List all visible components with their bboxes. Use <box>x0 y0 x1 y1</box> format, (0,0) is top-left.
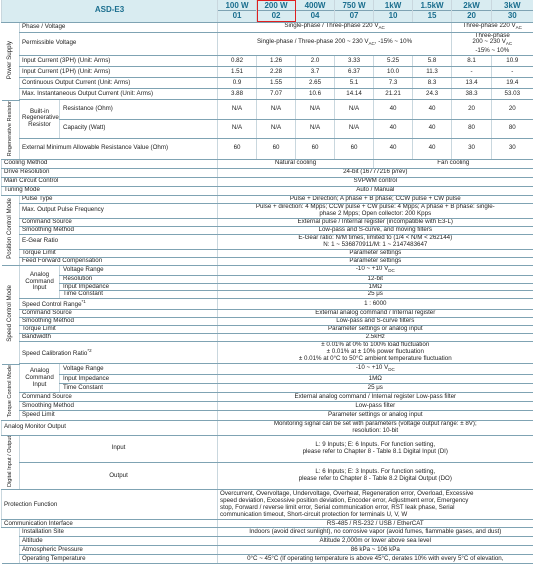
row-communication: Communication Interface RS-485 / RS-232 / USB / EtherCAT <box>2 520 533 528</box>
row-speed-smoothing: Smoothing Method Low-pass and S-curve filters <box>2 318 533 326</box>
row-protection: Protection Function Overcurrent, Overvoltage, Undervoltage, Overheat, Regeneration error, Overload, Excessive speed deviation, Excessive position deviation, Encoder error, Adjustment error, Emergency stop, Forward / reverse limit error, Serial communication error, RST leak phase, Serial communication timeout, Short-circuit protection for terminals U, V, W <box>2 490 533 520</box>
model-col-15: 1.5kW 15 <box>413 0 452 22</box>
row-analog-monitor: Analog Monitor Output Monitoring signal can be set with parameters (voltage output range: ± 8V); resolution: 10-bit <box>2 420 533 435</box>
category-environment <box>2 528 20 564</box>
row-cooling: Cooling Method Natural cooling Fan cooling <box>2 159 533 168</box>
row-torque-command-source: Command Source External analog command / Internal register Low-pass filter <box>2 393 533 402</box>
row-position-command-source: Command Source External pulse / Internal register (incompatible with E3-L) <box>2 218 533 226</box>
row-speed-calibration: Speed Calibration Ratio$^{*2}$ ± 0.01% at 0% to 100% load fluctuation ± 0.01% at ± 10% power fluctuation ± 0.01% at 0°C to 50°C ambient temperature fluctuation <box>2 342 533 364</box>
category-torque-control-mode: Torque Control Mode <box>2 364 20 420</box>
row-speed-range: Speed Control Range$^{*1}$ 1 : 6000 <box>2 299 533 310</box>
row-torque-impedance: Input Impedance 1MΩ <box>2 375 533 384</box>
row-torque-voltage-range: Torque Control Mode Analog Command Input Voltage Range -10 ~ +10 $V_{DC}$ <box>2 364 533 375</box>
row-position-smoothing: Smoothing Method Low-pass and S-curve, and moving filters <box>2 226 533 234</box>
row-digital-output: Output L: 6 Inputs; E: 3 Inputs. For function setting, please refer to Chapter 8 - Table 8.2 Digital Output (DO) <box>2 463 533 490</box>
row-operating-temperature: Operating Temperature 0°C ~ 45°C (If operating temperature is above 45°C, derates 10% with every 5°C of elevation, <box>2 555 533 564</box>
row-continuous-current: Continuous Output Current (Unit: Arms) 0.9 1.55 2.65 5.1 7.3 8.3 13.4 19.4 <box>2 78 533 89</box>
row-speed-resolution: Resolution 12-bit <box>2 275 533 283</box>
row-max-instant-current: Max. Instantaneous Output Current (Unit: Arms) 3.88 7.07 10.6 14.14 21.21 24.3 38.3 53.03 <box>2 89 533 100</box>
row-pressure: Atmospheric Pressure 86 kPa ~ 106 kPa <box>2 546 533 555</box>
row-speed-torque-limit: Torque Limit Parameter settings or analog input <box>2 326 533 334</box>
row-regen-resistance: Regenerative Resistor Built-in Regenerative Resistor Resistance (Ohm) N/A N/A N/A N/A 40 40 20 20 <box>2 100 533 119</box>
row-input-1ph: Input Current (1PH) (Unit: Arms) 1.51 2.28 3.7 6.37 10.0 11.3 - - <box>2 67 533 78</box>
row-tuning-mode: Tuning Mode Auto / Manual <box>2 186 533 195</box>
row-speed-voltage-range: Speed Control Mode Analog Command Input Voltage Range -10 ~ +10 $V_{DC}$ <box>2 265 533 275</box>
row-input-3ph: Input Current (3PH) (Unit: Arms) 0.82 1.26 2.0 3.33 5.25 5.8 8.1 10.9 <box>2 56 533 67</box>
row-bandwidth: Bandwidth 2.5kHz <box>2 334 533 342</box>
category-power-supply: Power Supply <box>2 22 20 100</box>
model-col-07: 750 W 07 <box>335 0 374 22</box>
category-digital-io: Digital Input / Output <box>2 435 20 490</box>
row-installation: Installation Site Indoors (avoid direct sunlight), no corrosive vapor (avoid fumes, flammable gases, and dust) <box>2 528 533 537</box>
model-name: ASD-E3 <box>2 0 218 22</box>
row-position-torque-limit: Torque Limit Parameter settings <box>2 249 533 257</box>
row-main-circuit: Main Circuit Control SVPWM control <box>2 177 533 186</box>
model-col-01: 100 W 01 <box>218 0 257 22</box>
row-torque-speed-limit: Speed Limit Parameter settings or analog input <box>2 411 533 420</box>
row-torque-time-constant: Time Constant 25 μs <box>2 384 533 393</box>
spec-table <box>1 0 533 564</box>
row-regen-capacity: Capacity (Watt) N/A N/A N/A N/A 40 40 80 80 <box>2 119 533 138</box>
row-max-pulse: Max. Output Pulse Frequency Pulse + direction: 4 Mpps; CCW pulse + CW pulse: 4 Mpps; A phase + B phase: single- phase 2 Mpps; Open collector: 200 Kpps <box>2 203 533 218</box>
row-permissible-voltage: Permissible Voltage Single-phase / Three-phase 200 ~ 230 $V_{AC}$, -15% ~ 10% Three-phase 200 ~ 230 $V_{AC}$ -15% ~ 10% <box>2 32 533 56</box>
row-egear: E-Gear Ratio E-Gear ratio: N/M times, limited to (1/4 < N/M < 262144) N: 1 ~ 536870911/M: 1 ~ 2147483647 <box>2 234 533 249</box>
row-external-min-resistance: External Minimum Allowable Resistance Value (Ohm) 60 60 60 60 40 40 30 30 <box>2 138 533 159</box>
model-col-20: 2kW 20 <box>452 0 492 22</box>
row-pulse-type: Position Control Mode Pulse Type Pulse + Direction; A phase + B phase; CCW pulse + CW pulse <box>2 195 533 203</box>
row-drive-resolution: Drive Resolution 24-bit (16777216 p/rev) <box>2 168 533 177</box>
row-speed-command-source: Command Source External analog command / Internal register <box>2 310 533 318</box>
header-row <box>2 0 533 22</box>
row-phase-voltage: Power Supply Phase / Voltage Single-phase / Three-phase 220 $V_{AC}$ Three-phase 220 $V_{AC}$ <box>2 22 533 32</box>
row-digital-input: Digital Input / Output Input L: 9 Inputs; E: 6 Inputs. For function setting, please refer to Chapter 8 - Table 8.1 Digital Input (DI) <box>2 435 533 462</box>
row-speed-impedance: Input Impedance 1MΩ <box>2 283 533 291</box>
model-col-10: 1kW 10 <box>374 0 413 22</box>
row-torque-smoothing: Smoothing Method Low-pass filter <box>2 402 533 411</box>
category-regenerative-resistor: Regenerative Resistor <box>2 100 20 159</box>
model-col-30: 3kW 30 <box>492 0 533 22</box>
category-speed-control-mode: Speed Control Mode <box>2 265 20 364</box>
model-col-02-highlighted: 200 W 02 <box>257 0 296 22</box>
model-col-04: 400W 04 <box>296 0 335 22</box>
row-altitude: Altitude Altitude 2,000m or lower above sea level <box>2 537 533 546</box>
row-feed-forward: Feed Forward Compensation Parameter settings <box>2 257 533 265</box>
category-position-control-mode: Position Control Mode <box>2 195 20 265</box>
row-speed-time-constant: Time Constant 25 μs <box>2 291 533 299</box>
